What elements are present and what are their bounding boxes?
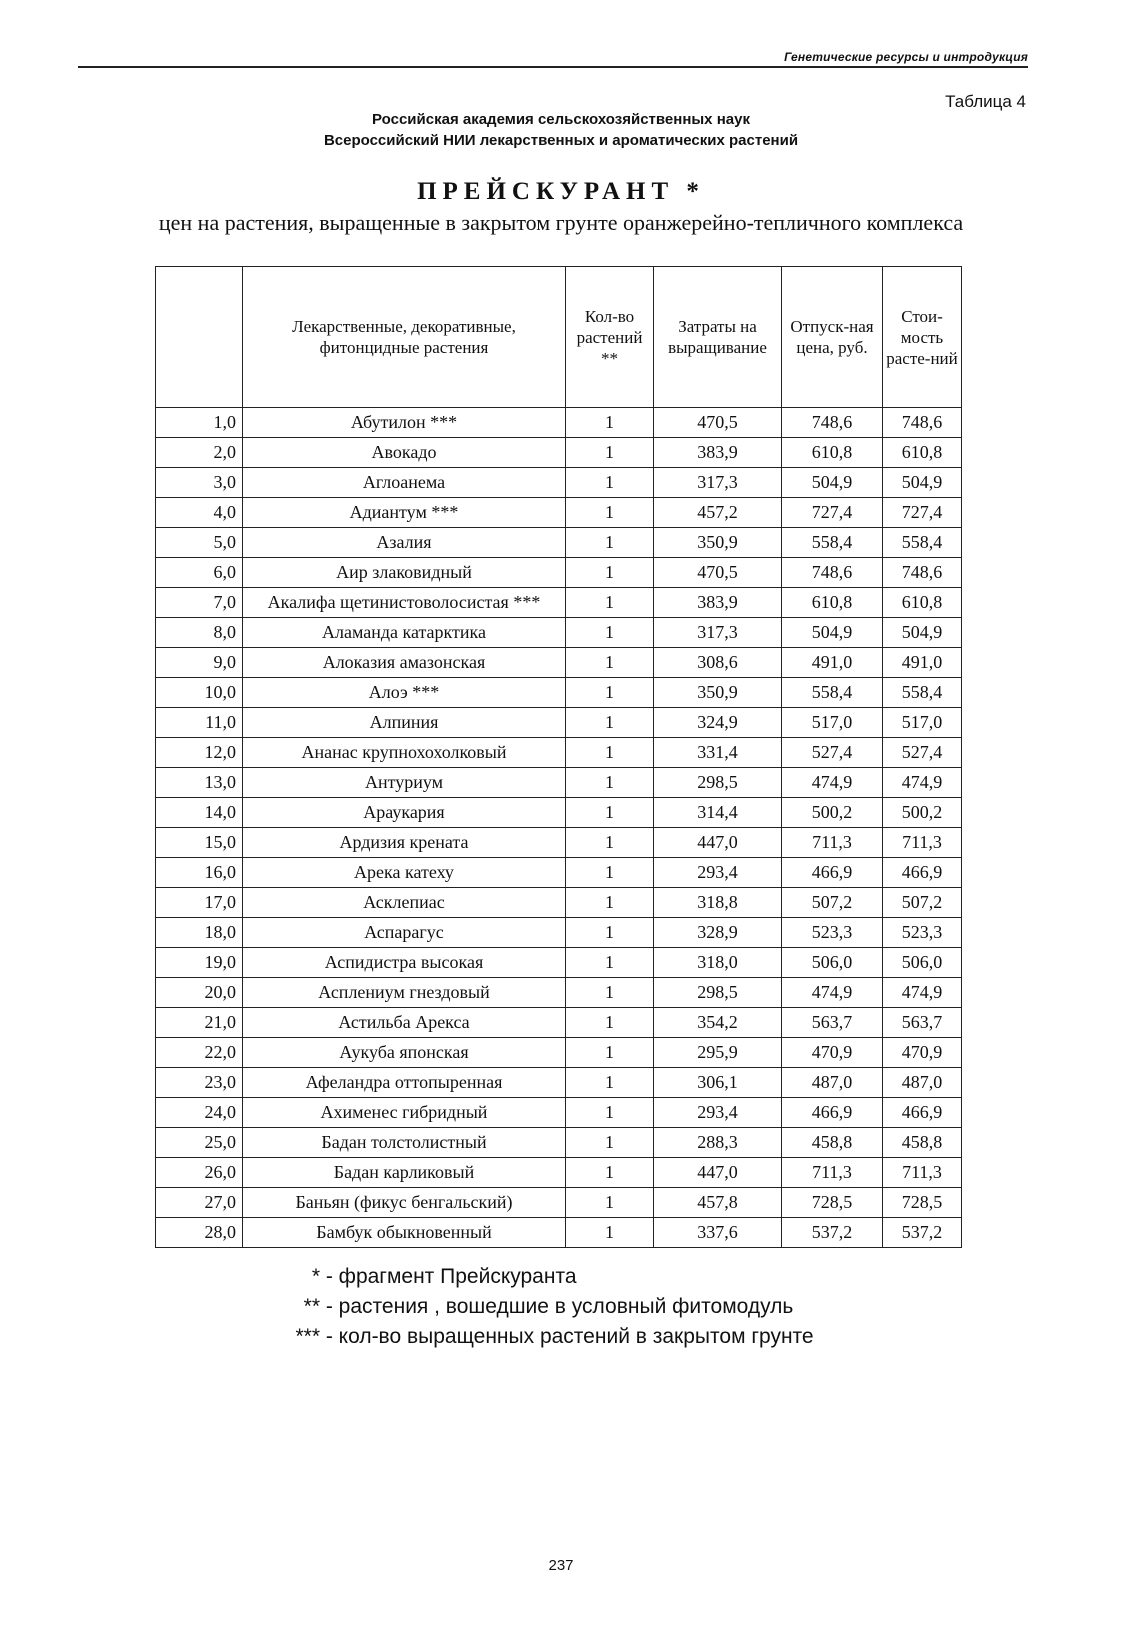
- footnotes: [270, 1262, 814, 1352]
- cell-plant-name: Аспидистра высокая: [243, 948, 566, 978]
- cell-costs: 298,5: [654, 978, 782, 1008]
- cell-costs: 337,6: [654, 1218, 782, 1248]
- cell-costs: 447,0: [654, 1158, 782, 1188]
- cell-value: 500,2: [883, 798, 962, 828]
- cell-quantity: 1: [566, 978, 654, 1008]
- cell-plant-name: Аукуба японская: [243, 1038, 566, 1068]
- cell-value: 748,6: [883, 558, 962, 588]
- footnote-text: - растения , вошедшие в условный фитомодуль: [325, 1295, 794, 1318]
- cell-quantity: 1: [566, 498, 654, 528]
- org-line-2: Всероссийский НИИ лекарственных и ароматических растений: [323, 132, 799, 149]
- cell-costs: 318,8: [654, 888, 782, 918]
- table-row: [156, 708, 962, 738]
- cell-row-number: 14,0: [156, 798, 243, 828]
- table-row: [156, 1098, 962, 1128]
- cell-costs: 383,9: [654, 588, 782, 618]
- footnote-text: - кол-во выращенных растений в закрытом грунте: [325, 1325, 814, 1348]
- cell-value: 474,9: [883, 978, 962, 1008]
- table-row: [156, 1008, 962, 1038]
- cell-costs: 457,2: [654, 498, 782, 528]
- table-row: [156, 648, 962, 678]
- table-label: Таблица 4: [945, 92, 1026, 111]
- cell-row-number: 24,0: [156, 1098, 243, 1128]
- cell-row-number: 11,0: [156, 708, 243, 738]
- cell-price: 748,6: [782, 558, 883, 588]
- cell-price: 537,2: [782, 1218, 883, 1248]
- table-row: [156, 1188, 962, 1218]
- cell-plant-name: Арека катеху: [243, 858, 566, 888]
- cell-value: 610,8: [883, 588, 962, 618]
- cell-costs: 470,5: [654, 558, 782, 588]
- cell-price: 610,8: [782, 438, 883, 468]
- cell-row-number: 4,0: [156, 498, 243, 528]
- cell-quantity: 1: [566, 1038, 654, 1068]
- table-row: [156, 918, 962, 948]
- cell-quantity: 1: [566, 528, 654, 558]
- cell-costs: 350,9: [654, 528, 782, 558]
- cell-price: 728,5: [782, 1188, 883, 1218]
- cell-plant-name: Афеландра оттопыренная: [243, 1068, 566, 1098]
- footnote-symbol: ***: [295, 1325, 320, 1348]
- cell-price: 711,3: [782, 1158, 883, 1188]
- cell-costs: 383,9: [654, 438, 782, 468]
- cell-plant-name: Ананас крупнохохолковый: [243, 738, 566, 768]
- cell-plant-name: Антуриум: [243, 768, 566, 798]
- cell-value: 466,9: [883, 1098, 962, 1128]
- cell-plant-name: Абутилон ***: [243, 408, 566, 438]
- cell-price: 504,9: [782, 468, 883, 498]
- cell-plant-name: Алоэ ***: [243, 678, 566, 708]
- cell-quantity: 1: [566, 1218, 654, 1248]
- cell-row-number: 8,0: [156, 618, 243, 648]
- cell-price: 470,9: [782, 1038, 883, 1068]
- running-header: Генетические ресурсы и интродукция: [784, 50, 1028, 64]
- cell-quantity: 1: [566, 1128, 654, 1158]
- table-row: [156, 738, 962, 768]
- table-row: [156, 798, 962, 828]
- cell-price: 506,0: [782, 948, 883, 978]
- cell-quantity: 1: [566, 1188, 654, 1218]
- cell-quantity: 1: [566, 438, 654, 468]
- cell-plant-name: Авокадо: [243, 438, 566, 468]
- cell-price: 466,9: [782, 1098, 883, 1128]
- cell-plant-name: Араукария: [243, 798, 566, 828]
- cell-costs: 318,0: [654, 948, 782, 978]
- table-row: [156, 558, 962, 588]
- cell-costs: 350,9: [654, 678, 782, 708]
- cell-price: 507,2: [782, 888, 883, 918]
- cell-quantity: 1: [566, 948, 654, 978]
- table-header-row: [156, 267, 962, 408]
- col-header-number: [156, 267, 243, 408]
- org-line-1: Российская академия сельскохозяйственных наук: [372, 111, 750, 128]
- cell-costs: 308,6: [654, 648, 782, 678]
- header-rule: [78, 66, 1028, 68]
- cell-price: 727,4: [782, 498, 883, 528]
- cell-price: 500,2: [782, 798, 883, 828]
- cell-value: 727,4: [883, 498, 962, 528]
- footnote-text: - фрагмент Прейскуранта: [325, 1265, 577, 1288]
- cell-row-number: 22,0: [156, 1038, 243, 1068]
- cell-plant-name: Алоказия амазонская: [243, 648, 566, 678]
- cell-row-number: 13,0: [156, 768, 243, 798]
- price-table: [155, 266, 962, 1248]
- cell-value: 504,9: [883, 618, 962, 648]
- table-row: [156, 888, 962, 918]
- cell-costs: 447,0: [654, 828, 782, 858]
- cell-plant-name: Ахименес гибридный: [243, 1098, 566, 1128]
- cell-plant-name: Ардизия крената: [243, 828, 566, 858]
- table-row: [156, 678, 962, 708]
- table-row: [156, 528, 962, 558]
- cell-plant-name: Бамбук обыкновенный: [243, 1218, 566, 1248]
- cell-value: 474,9: [883, 768, 962, 798]
- cell-row-number: 19,0: [156, 948, 243, 978]
- cell-plant-name: Аглоанема: [243, 468, 566, 498]
- cell-price: 466,9: [782, 858, 883, 888]
- cell-quantity: 1: [566, 708, 654, 738]
- cell-value: 523,3: [883, 918, 962, 948]
- cell-costs: 306,1: [654, 1068, 782, 1098]
- document-subtitle: цен на растения, выращенные в закрытом грунте оранжерейно-тепличного комплекса: [158, 210, 964, 235]
- cell-value: 517,0: [883, 708, 962, 738]
- cell-costs: 354,2: [654, 1008, 782, 1038]
- cell-value: 711,3: [883, 1158, 962, 1188]
- cell-price: 558,4: [782, 678, 883, 708]
- cell-plant-name: Аспарагус: [243, 918, 566, 948]
- cell-price: 517,0: [782, 708, 883, 738]
- cell-value: 466,9: [883, 858, 962, 888]
- cell-value: 458,8: [883, 1128, 962, 1158]
- table-row: [156, 858, 962, 888]
- cell-price: 491,0: [782, 648, 883, 678]
- table-row: [156, 768, 962, 798]
- table-row: [156, 498, 962, 528]
- cell-value: 610,8: [883, 438, 962, 468]
- cell-costs: 314,4: [654, 798, 782, 828]
- footnote: [270, 1292, 814, 1322]
- cell-value: 504,9: [883, 468, 962, 498]
- cell-price: 487,0: [782, 1068, 883, 1098]
- cell-quantity: 1: [566, 1008, 654, 1038]
- cell-row-number: 25,0: [156, 1128, 243, 1158]
- cell-plant-name: Азалия: [243, 528, 566, 558]
- cell-quantity: 1: [566, 1098, 654, 1128]
- table-row: [156, 618, 962, 648]
- cell-quantity: 1: [566, 798, 654, 828]
- cell-plant-name: Бадан толстолистный: [243, 1128, 566, 1158]
- cell-plant-name: Адиантум ***: [243, 498, 566, 528]
- cell-plant-name: Асклепиас: [243, 888, 566, 918]
- cell-row-number: 3,0: [156, 468, 243, 498]
- cell-quantity: 1: [566, 408, 654, 438]
- cell-value: 558,4: [883, 528, 962, 558]
- cell-quantity: 1: [566, 828, 654, 858]
- cell-costs: 295,9: [654, 1038, 782, 1068]
- footnote: [270, 1322, 814, 1352]
- cell-plant-name: Акалифа щетинистоволосистая ***: [243, 588, 566, 618]
- cell-value: 487,0: [883, 1068, 962, 1098]
- cell-price: 558,4: [782, 528, 883, 558]
- cell-costs: 293,4: [654, 858, 782, 888]
- cell-value: 506,0: [883, 948, 962, 978]
- cell-row-number: 7,0: [156, 588, 243, 618]
- cell-costs: 293,4: [654, 1098, 782, 1128]
- col-header-value: Стои-мость расте-ний: [883, 267, 962, 408]
- table-row: [156, 468, 962, 498]
- cell-value: 491,0: [883, 648, 962, 678]
- cell-price: 610,8: [782, 588, 883, 618]
- cell-plant-name: Аламанда катарктика: [243, 618, 566, 648]
- cell-plant-name: Баньян (фикус бенгальский): [243, 1188, 566, 1218]
- cell-quantity: 1: [566, 768, 654, 798]
- footnote-symbol: **: [303, 1295, 320, 1318]
- cell-value: 558,4: [883, 678, 962, 708]
- cell-row-number: 20,0: [156, 978, 243, 1008]
- cell-price: 523,3: [782, 918, 883, 948]
- cell-row-number: 26,0: [156, 1158, 243, 1188]
- cell-quantity: 1: [566, 618, 654, 648]
- table-row: [156, 948, 962, 978]
- cell-plant-name: Аир злаковидный: [243, 558, 566, 588]
- cell-row-number: 10,0: [156, 678, 243, 708]
- cell-price: 711,3: [782, 828, 883, 858]
- cell-costs: 328,9: [654, 918, 782, 948]
- cell-price: 527,4: [782, 738, 883, 768]
- cell-quantity: 1: [566, 1158, 654, 1188]
- cell-costs: 331,4: [654, 738, 782, 768]
- cell-costs: 324,9: [654, 708, 782, 738]
- cell-value: 728,5: [883, 1188, 962, 1218]
- cell-row-number: 2,0: [156, 438, 243, 468]
- cell-plant-name: Астильба Арекса: [243, 1008, 566, 1038]
- cell-row-number: 12,0: [156, 738, 243, 768]
- table-row: [156, 828, 962, 858]
- footnote-symbol: *: [311, 1265, 320, 1288]
- cell-price: 748,6: [782, 408, 883, 438]
- cell-row-number: 16,0: [156, 858, 243, 888]
- cell-value: 711,3: [883, 828, 962, 858]
- cell-quantity: 1: [566, 738, 654, 768]
- table-row: [156, 1068, 962, 1098]
- cell-value: 563,7: [883, 1008, 962, 1038]
- cell-value: 470,9: [883, 1038, 962, 1068]
- cell-plant-name: Алпиния: [243, 708, 566, 738]
- cell-value: 527,4: [883, 738, 962, 768]
- cell-row-number: 27,0: [156, 1188, 243, 1218]
- cell-price: 474,9: [782, 978, 883, 1008]
- cell-row-number: 21,0: [156, 1008, 243, 1038]
- cell-costs: 457,8: [654, 1188, 782, 1218]
- page-number: 237: [548, 1557, 574, 1574]
- table-body: [156, 408, 962, 1248]
- cell-value: 537,2: [883, 1218, 962, 1248]
- cell-costs: 288,3: [654, 1128, 782, 1158]
- cell-row-number: 9,0: [156, 648, 243, 678]
- cell-quantity: 1: [566, 678, 654, 708]
- cell-quantity: 1: [566, 918, 654, 948]
- cell-row-number: 1,0: [156, 408, 243, 438]
- cell-costs: 317,3: [654, 468, 782, 498]
- table-row: [156, 1038, 962, 1068]
- col-header-plants: Лекарственные, декоративные, фитонцидные растения: [243, 267, 566, 408]
- cell-price: 504,9: [782, 618, 883, 648]
- cell-quantity: 1: [566, 858, 654, 888]
- table-row: [156, 438, 962, 468]
- cell-row-number: 28,0: [156, 1218, 243, 1248]
- table-row: [156, 1128, 962, 1158]
- cell-costs: 298,5: [654, 768, 782, 798]
- cell-row-number: 5,0: [156, 528, 243, 558]
- cell-quantity: 1: [566, 558, 654, 588]
- cell-row-number: 15,0: [156, 828, 243, 858]
- cell-quantity: 1: [566, 468, 654, 498]
- cell-quantity: 1: [566, 1068, 654, 1098]
- table-row: [156, 408, 962, 438]
- col-header-quantity: Кол-во растений **: [566, 267, 654, 408]
- cell-price: 474,9: [782, 768, 883, 798]
- cell-row-number: 6,0: [156, 558, 243, 588]
- cell-plant-name: Асплениум гнездовый: [243, 978, 566, 1008]
- col-header-costs: Затраты на выращивание: [654, 267, 782, 408]
- cell-quantity: 1: [566, 648, 654, 678]
- cell-quantity: 1: [566, 888, 654, 918]
- cell-quantity: 1: [566, 588, 654, 618]
- cell-row-number: 18,0: [156, 918, 243, 948]
- footnote: [270, 1262, 814, 1292]
- cell-costs: 470,5: [654, 408, 782, 438]
- table-row: [156, 588, 962, 618]
- table-row: [156, 978, 962, 1008]
- cell-price: 458,8: [782, 1128, 883, 1158]
- cell-value: 507,2: [883, 888, 962, 918]
- cell-plant-name: Бадан карликовый: [243, 1158, 566, 1188]
- cell-price: 563,7: [782, 1008, 883, 1038]
- cell-row-number: 23,0: [156, 1068, 243, 1098]
- cell-value: 748,6: [883, 408, 962, 438]
- table-row: [156, 1158, 962, 1188]
- cell-row-number: 17,0: [156, 888, 243, 918]
- table-row: [156, 1218, 962, 1248]
- cell-costs: 317,3: [654, 618, 782, 648]
- col-header-price: Отпуск-ная цена, руб.: [782, 267, 883, 408]
- document-title: ПРЕЙСКУРАНТ *: [417, 178, 705, 205]
